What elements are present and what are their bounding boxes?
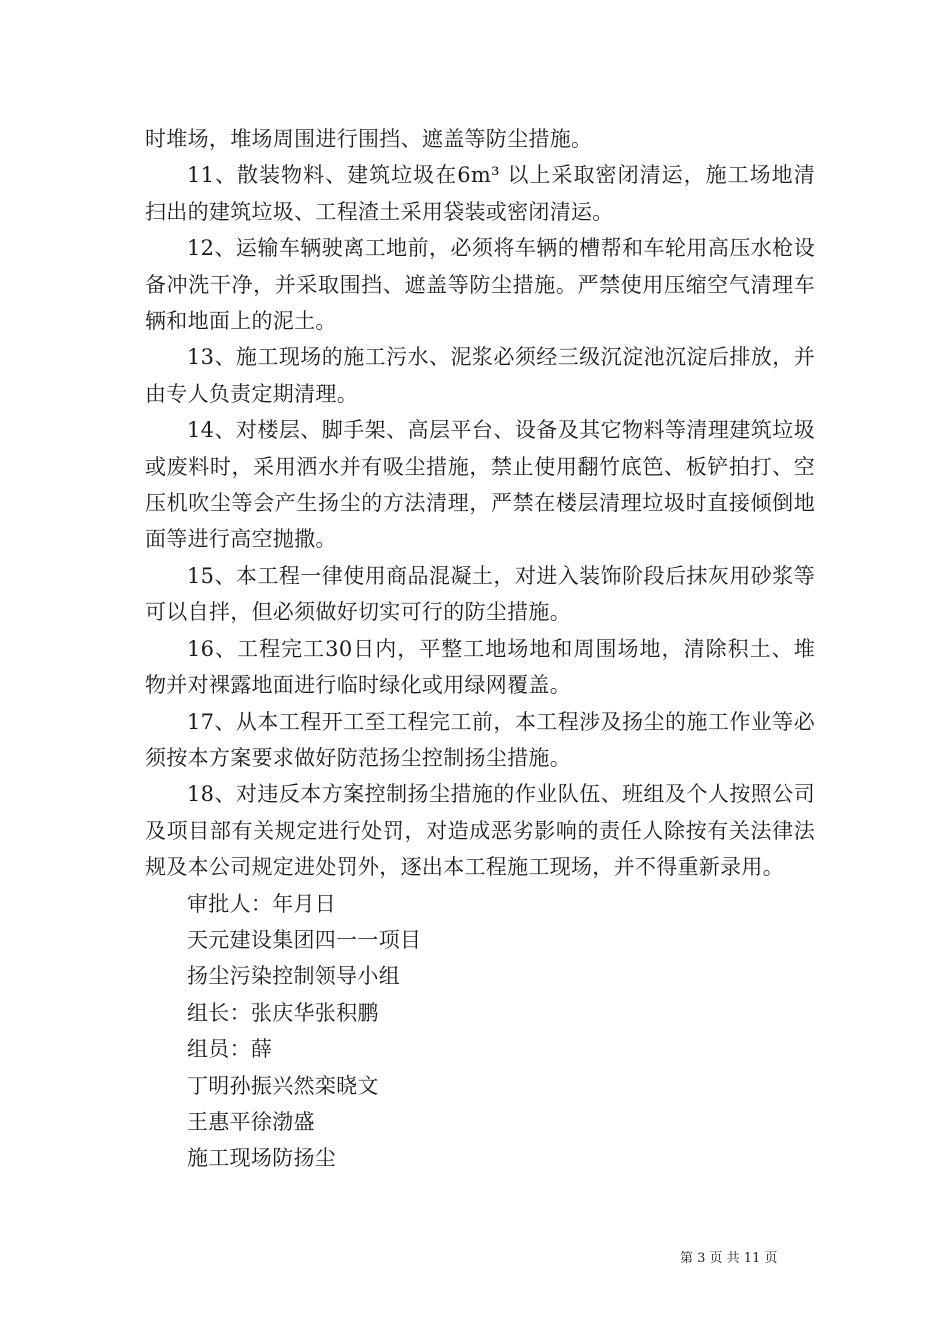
members-line: 组员：薛: [187, 1037, 273, 1062]
page-number-footer: 第 3 页 共 11 页: [680, 1251, 778, 1266]
paragraph-item-16: 16、工程完工30日内，平整工地场地和周围场地，清除积土、堆物并对裸露地面进行临时绿化或用绿网覆盖。: [145, 636, 815, 698]
member-names-line-1: 丁明孙振兴然栾晓文: [187, 1073, 379, 1098]
paragraph-item-13: 13、施工现场的施工污水、泥浆必须经三级沉淀池沉淀后排放，并由专人负责定期清理。: [145, 345, 815, 406]
paragraph-item-15: 15、本工程一律使用商品混凝土，对进入装饰阶段后抹灰用砂浆等可以自拌，但必须做好切实可行的防尘措施。: [145, 563, 815, 625]
leader-line: 组长：张庆华张积鹏: [187, 1000, 379, 1025]
paragraph-item-14: 14、对楼层、脚手架、高层平台、设备及其它物料等清理建筑垃圾或废料时，采用洒水并有吸尘措施，禁止使用翻竹底笆、板铲拍打、空压机吹尘等会产生扬尘的方法清理，严禁在楼层清理垃圾时直接倾倒地面等进行高空抛撒。: [145, 418, 815, 552]
paragraph-item-17: 17、从本工程开工至工程完工前，本工程涉及扬尘的施工作业等必须按本方案要求做好防范扬尘控制扬尘措施。: [145, 709, 815, 770]
paragraph-item-12: 12、运输车辆驶离工地前，必须将车辆的槽帮和车轮用高压水枪设备冲洗干净，并采取围挡、遮盖等防尘措施。严禁使用压缩空气清理车辆和地面上的泥土。: [145, 236, 815, 334]
member-names-line-2: 王惠平徐渤盛: [187, 1109, 315, 1134]
paragraph-item-18: 18、对违反本方案控制扬尘措施的作业队伍、班组及个人按照公司及项目部有关规定进行处罚，对造成恶劣影响的责任人除按有关法律法规及本公司规定进处罚外，逐出本工程施工现场，并不得重新录用。: [145, 782, 815, 880]
paragraph-item-11: 11、散装物料、建筑垃圾在6m³ 以上采取密闭清运，施工场地清扫出的建筑垃圾、工程渣土采用袋装或密闭清运。: [145, 163, 815, 224]
organization-line: 天元建设集团四一一项目: [187, 927, 422, 952]
group-title-line: 扬尘污染控制领导小组: [187, 964, 400, 989]
paragraph-continuation: 时堆场，堆场周围进行围挡、遮盖等防尘措施。: [145, 127, 593, 151]
approver-line: 审批人：年月日: [187, 891, 337, 916]
closing-line: 施工现场防扬尘: [187, 1146, 337, 1171]
document-body: [145, 121, 815, 1177]
